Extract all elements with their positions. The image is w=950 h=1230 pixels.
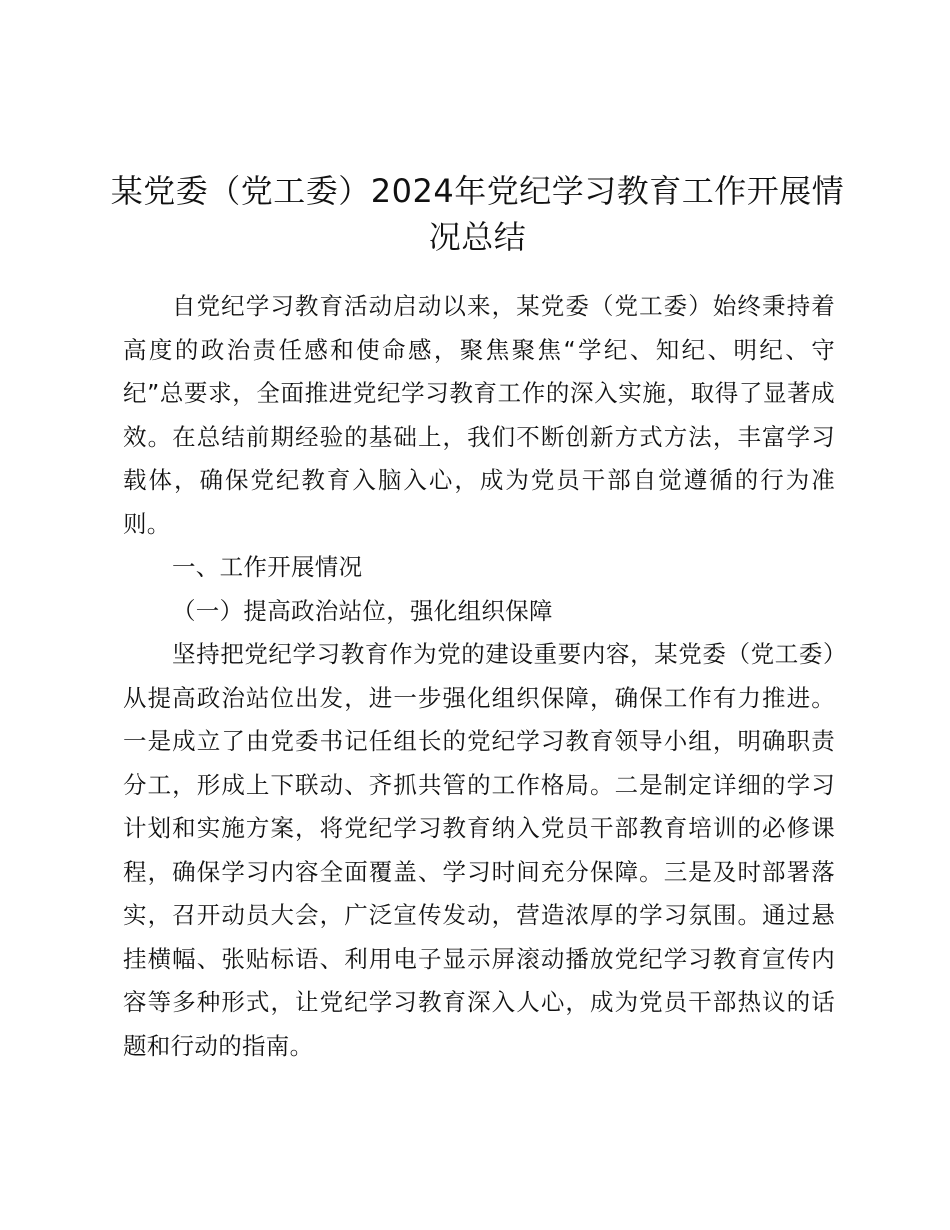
intro-paragraph: 自党纪学习教育活动启动以来，某党委（党工委）始终秉持着高度的政治责任感和使命感，聚焦聚焦“学纪、知纪、明纪、守纪”总要求，全面推进党纪学习教育工作的深入实施，取得了显著成效。在总结前期经验的基础上，我们不断创新方式方法，丰富学习载体，确保党纪教育入脑入心，成为党员干部自觉遵循的行为准则。: [123, 292, 835, 538]
document-body: [123, 285, 835, 1068]
document-title: 某党委（党工委）2024年党纪学习教育工作开展情况总结: [110, 172, 845, 256]
subsection-heading: （一）提高政治站位，强化组织保障: [172, 596, 553, 625]
section-heading: 一、工作开展情况: [172, 553, 363, 581]
body-paragraph: 坚持把党纪学习教育作为党的建设重要内容，某党委（党工委）从提高政治站位出发，进一步强化组织保障，确保工作有力推进。一是成立了由党委书记任组长的党纪学习教育领导小组，明确职责分工，形成上下联动、齐抓共管的工作格局。二是制定详细的学习计划和实施方案，将党纪学习教育纳入党员干部教育培训的必修课程，确保学习内容全面覆盖、学习时间充分保障。三是及时部署落实，召开动员大会，广泛宣传发动，营造浓厚的学习氛围。通过悬挂横幅、张贴标语、利用电子显示屏滚动播放党纪学习教育宣传内容等多种形式，让党纪学习教育深入人心，成为党员干部热议的话题和行动的指南。: [123, 640, 835, 1060]
